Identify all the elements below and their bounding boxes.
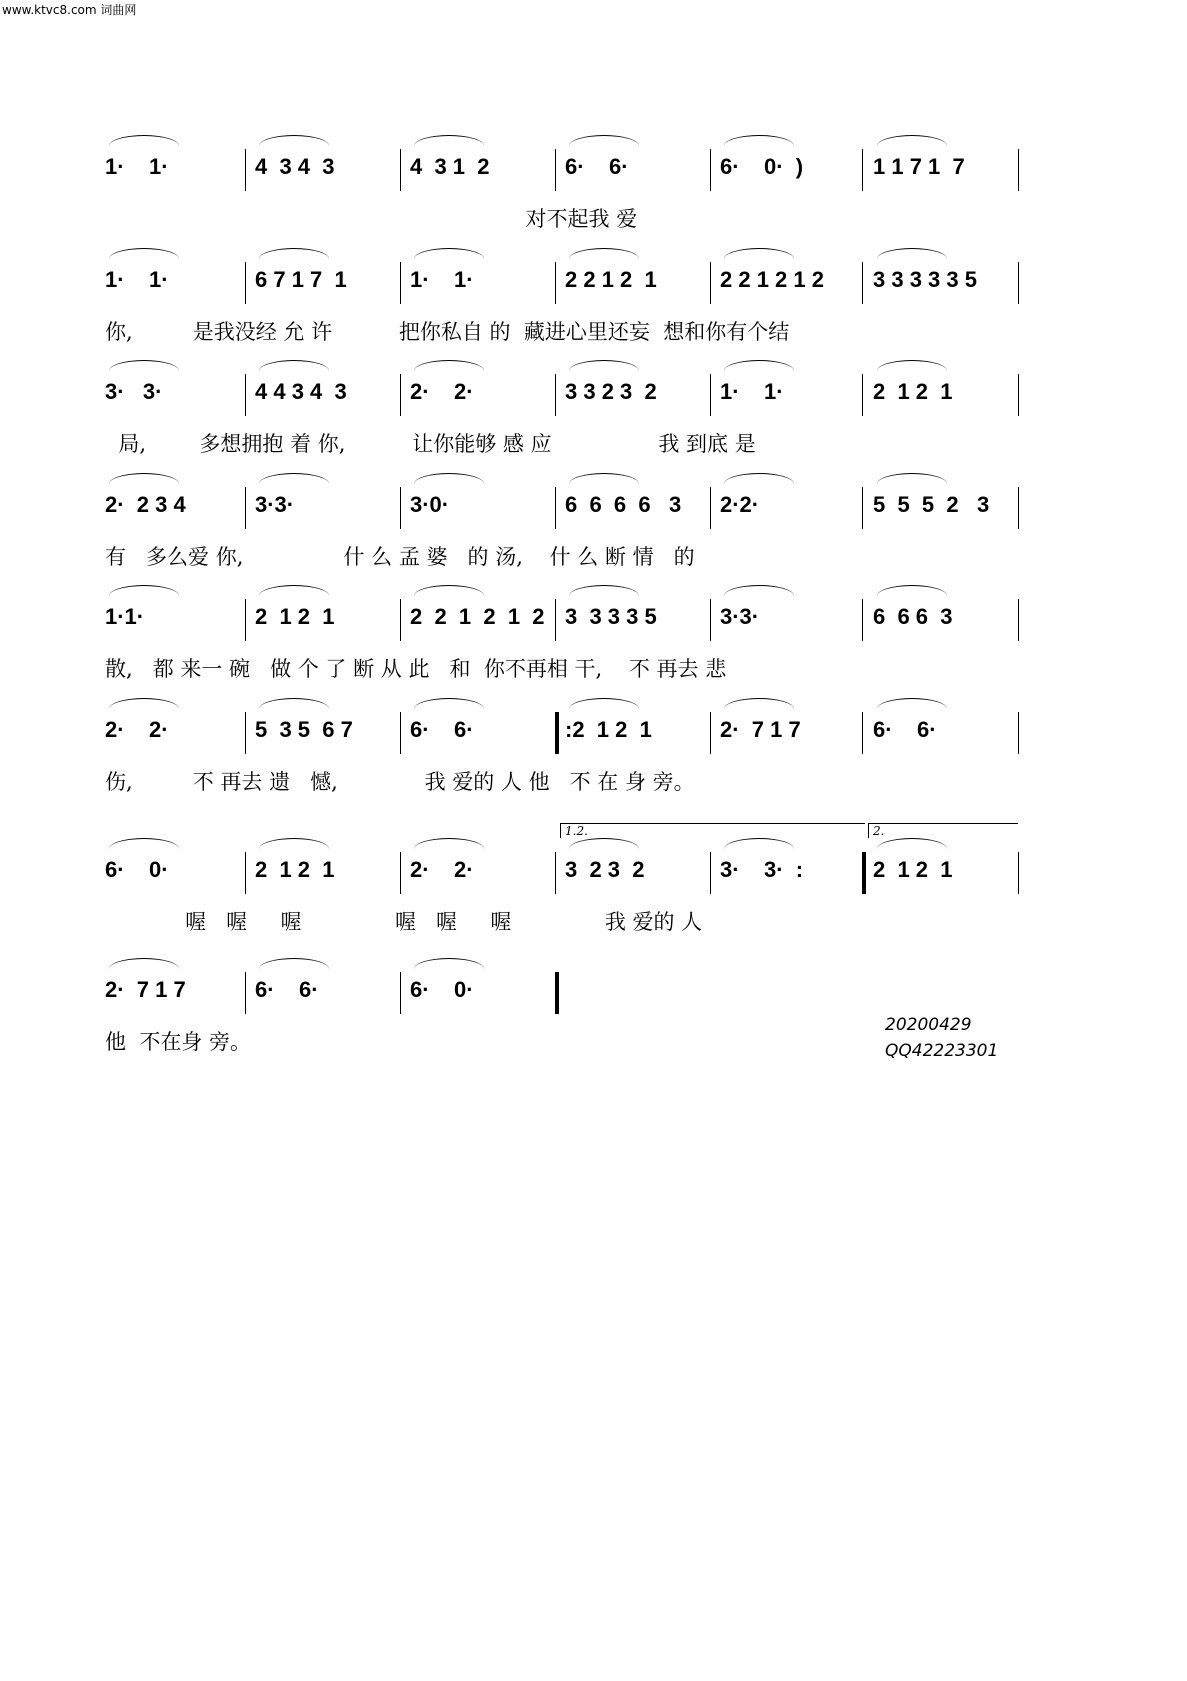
slur-arc: [414, 838, 484, 849]
barline: [710, 374, 711, 416]
barline: [245, 972, 246, 1014]
barline: [710, 712, 711, 754]
measure-notes: 2 2 1 2 1: [565, 267, 657, 292]
barline: [555, 487, 556, 529]
barline: [555, 149, 556, 191]
measure-notes: 1·1·: [105, 604, 145, 629]
score-measure: [565, 248, 715, 298]
slur-arc: [724, 360, 794, 371]
slur-arc: [109, 248, 179, 259]
barline: [862, 599, 863, 641]
slur-arc: [414, 473, 484, 484]
slur-arc: [109, 473, 179, 484]
measure-notes: 2 1 2 1: [873, 379, 953, 404]
measure-notes: :2 1 2 1: [565, 717, 652, 742]
slur-arc: [724, 698, 794, 709]
score-measure: [720, 248, 870, 298]
score-measure: [873, 360, 1023, 410]
slur-arc: [877, 135, 947, 146]
score-measure: [105, 248, 255, 298]
measure-notes: 3·3·: [255, 492, 295, 517]
measure-notes: 2 2 1 2 1 2: [410, 604, 545, 629]
barline: [1018, 374, 1019, 416]
barline: [245, 262, 246, 304]
measure-notes: 3 3 2 3 2: [565, 379, 657, 404]
measure-notes: 2 1 2 1: [873, 857, 953, 882]
lyrics-line: 伤, 不 再去 遗 憾, 我 爱的 人 他 不 在 身 旁。: [105, 770, 695, 794]
score-measure: [105, 958, 255, 1008]
score-measure: [565, 473, 715, 523]
score-system: [105, 824, 1100, 948]
score-system: [105, 248, 1100, 358]
measure-notes: 1· 1·: [720, 379, 784, 404]
measure-notes: 2· 2 3 4: [105, 492, 186, 517]
slur-arc: [724, 135, 794, 146]
barline: [1018, 262, 1019, 304]
score-measure: [410, 585, 560, 635]
slur-arc: [569, 838, 639, 849]
score-measure: [410, 473, 560, 523]
measure-notes: 2· 2·: [410, 379, 474, 404]
slur-arc: [259, 958, 329, 969]
slur-arc: [259, 360, 329, 371]
measure-notes: 6 6 6 3: [873, 604, 953, 629]
score-measure: [410, 838, 560, 888]
barline: [862, 374, 863, 416]
barline: [710, 487, 711, 529]
measure-notes: 1· 1·: [105, 154, 169, 179]
score-measure: [105, 585, 255, 635]
barline: [245, 374, 246, 416]
measure-notes: 2· 2·: [105, 717, 169, 742]
measure-notes: 4 3 1 2: [410, 154, 490, 179]
score-system: [105, 135, 1100, 245]
barline: [555, 262, 556, 304]
measure-notes: 2· 2·: [410, 857, 474, 882]
score-measure: [255, 135, 405, 185]
slur-arc: [259, 585, 329, 596]
lyrics-line: 有 多么爱 你, 什 么 孟 婆 的 汤, 什 么 断 情 的: [105, 545, 695, 569]
date-text: 20200429: [885, 1015, 972, 1035]
score-measure: [720, 135, 870, 185]
barline: [400, 149, 401, 191]
barline: [400, 972, 401, 1014]
score-measure: [410, 958, 560, 1008]
slur-arc: [569, 473, 639, 484]
slur-arc: [569, 135, 639, 146]
measure-notes: 1 1 7 1 7: [873, 154, 965, 179]
barline: [1018, 599, 1019, 641]
measure-notes: 3·0·: [410, 492, 450, 517]
score-measure: [255, 958, 405, 1008]
barline: [710, 599, 711, 641]
score-measure: [565, 135, 715, 185]
barline: [555, 852, 556, 894]
slur-arc: [724, 585, 794, 596]
score-measure: [255, 360, 405, 410]
slur-arc: [569, 248, 639, 259]
measure-notes: 3·3·: [720, 604, 760, 629]
barline: [710, 149, 711, 191]
measure-notes: 6· 0· ): [720, 154, 804, 179]
barline: [400, 852, 401, 894]
measure-notes: 2 1 2 1: [255, 857, 335, 882]
slur-arc: [414, 698, 484, 709]
measure-notes: 4 4 3 4 3: [255, 379, 347, 404]
slur-arc: [414, 585, 484, 596]
measure-notes: 6· 0·: [410, 977, 474, 1002]
slur-arc: [724, 473, 794, 484]
score-measure: [410, 248, 560, 298]
barline: [400, 599, 401, 641]
site-header: www.ktvc8.com 词曲网: [2, 3, 137, 17]
barline: [245, 487, 246, 529]
slur-arc: [877, 473, 947, 484]
score-measure: [255, 698, 405, 748]
measure-notes: 3· 3·: [105, 379, 163, 404]
score-measure: [410, 698, 560, 748]
barline: [555, 972, 559, 1014]
score-measure: [565, 585, 715, 635]
score-system: [105, 698, 1100, 808]
measure-notes: 6 6 6 6 3: [565, 492, 682, 517]
measure-notes: 3· 3· :: [720, 857, 804, 882]
measure-notes: 6 7 1 7 1: [255, 267, 347, 292]
barline: [862, 487, 863, 529]
lyrics-line: 散, 都 来一 碗 做 个 了 断 从 此 和 你不再相 干, 不 再去 悲: [105, 657, 727, 681]
qq-text: QQ42223301: [885, 1041, 999, 1061]
slur-arc: [877, 248, 947, 259]
slur-arc: [109, 135, 179, 146]
slur-arc: [724, 838, 794, 849]
lyrics-line: 喔 喔 喔 喔 喔 喔 我 爱的 人: [105, 910, 703, 934]
measure-notes: 2· 7 1 7: [720, 717, 801, 742]
barline: [400, 262, 401, 304]
barline: [1018, 149, 1019, 191]
measure-notes: 1· 1·: [410, 267, 474, 292]
slur-arc: [569, 585, 639, 596]
measure-notes: 2 1 2 1: [255, 604, 335, 629]
barline: [862, 852, 866, 894]
barline: [862, 149, 863, 191]
score-measure: [565, 360, 715, 410]
barline: [1018, 487, 1019, 529]
measure-notes: 3 2 3 2: [565, 857, 645, 882]
barline: [710, 852, 711, 894]
barline: [245, 599, 246, 641]
measure-notes: 4 3 4 3: [255, 154, 335, 179]
barline: [400, 487, 401, 529]
barline: [1018, 852, 1019, 894]
slur-arc: [877, 360, 947, 371]
slur-arc: [259, 135, 329, 146]
slur-arc: [569, 698, 639, 709]
barline: [1018, 712, 1019, 754]
score-system: [105, 473, 1100, 583]
score-measure: [105, 360, 255, 410]
score-system: [105, 585, 1100, 695]
measure-notes: 5 3 5 6 7: [255, 717, 353, 742]
slur-arc: [569, 360, 639, 371]
slur-arc: [109, 958, 179, 969]
barline: [400, 374, 401, 416]
slur-arc: [259, 473, 329, 484]
score-measure: [873, 698, 1023, 748]
score-measure: [720, 473, 870, 523]
lyrics-line: 你, 是我没经 允 许 把你私自 的 藏进心里还妄 想和你有个结: [105, 320, 790, 344]
measure-notes: 2·2·: [720, 492, 760, 517]
score-system: [105, 360, 1100, 470]
barline: [555, 599, 556, 641]
score-measure: [720, 838, 870, 888]
lyrics-line: 他 不在身 旁。: [105, 1030, 252, 1054]
barline: [710, 262, 711, 304]
score-measure: [105, 135, 255, 185]
slur-arc: [877, 585, 947, 596]
slur-arc: [109, 360, 179, 371]
lyrics-line: 局, 多想拥抱 着 你, 让你能够 感 应 我 到底 是: [105, 432, 756, 456]
slur-arc: [414, 958, 484, 969]
slur-arc: [414, 135, 484, 146]
slur-arc: [109, 585, 179, 596]
score-measure: [873, 473, 1023, 523]
lyrics-line: 对不起我 爱: [105, 207, 638, 231]
measure-notes: 6· 6·: [410, 717, 474, 742]
slur-arc: [109, 838, 179, 849]
barline: [555, 374, 556, 416]
barline: [862, 712, 863, 754]
slur-arc: [259, 698, 329, 709]
score-measure: [255, 585, 405, 635]
barline: [245, 852, 246, 894]
slur-arc: [414, 248, 484, 259]
barline: [862, 262, 863, 304]
slur-arc: [724, 248, 794, 259]
score-measure: [410, 360, 560, 410]
measure-notes: 3 3 3 3 3 5: [873, 267, 977, 292]
score-measure: [565, 838, 715, 888]
barline: [245, 149, 246, 191]
measure-notes: 6· 6·: [255, 977, 319, 1002]
measure-notes: 1· 1·: [105, 267, 169, 292]
score-measure: [105, 838, 255, 888]
score-measure: [720, 360, 870, 410]
measure-notes: 6· 0·: [105, 857, 169, 882]
measure-notes: 5 5 5 2 3: [873, 492, 990, 517]
score-measure: [873, 838, 1023, 888]
score-measure: [565, 698, 715, 748]
score-measure: [105, 473, 255, 523]
score-measure: [410, 135, 560, 185]
measure-notes: 3 3 3 3 5: [565, 604, 657, 629]
slur-arc: [877, 698, 947, 709]
score-measure: [720, 698, 870, 748]
score-measure: [720, 585, 870, 635]
barline: [400, 712, 401, 754]
score-measure: [873, 248, 1023, 298]
score-measure: [105, 698, 255, 748]
slur-arc: [414, 360, 484, 371]
volta-bracket: 1.2.: [560, 823, 865, 838]
slur-arc: [259, 838, 329, 849]
barline: [555, 712, 559, 754]
slur-arc: [259, 248, 329, 259]
volta-bracket: 2.: [868, 823, 1018, 838]
score-measure: [873, 135, 1023, 185]
measure-notes: 2· 7 1 7: [105, 977, 186, 1002]
measure-notes: 6· 6·: [873, 717, 937, 742]
slur-arc: [109, 698, 179, 709]
score-measure: [873, 585, 1023, 635]
score-measure: [255, 473, 405, 523]
barline: [245, 712, 246, 754]
measure-notes: 6· 6·: [565, 154, 629, 179]
score-measure: [255, 248, 405, 298]
measure-notes: 2 2 1 2 1 2: [720, 267, 824, 292]
slur-arc: [877, 838, 947, 849]
score-measure: [255, 838, 405, 888]
